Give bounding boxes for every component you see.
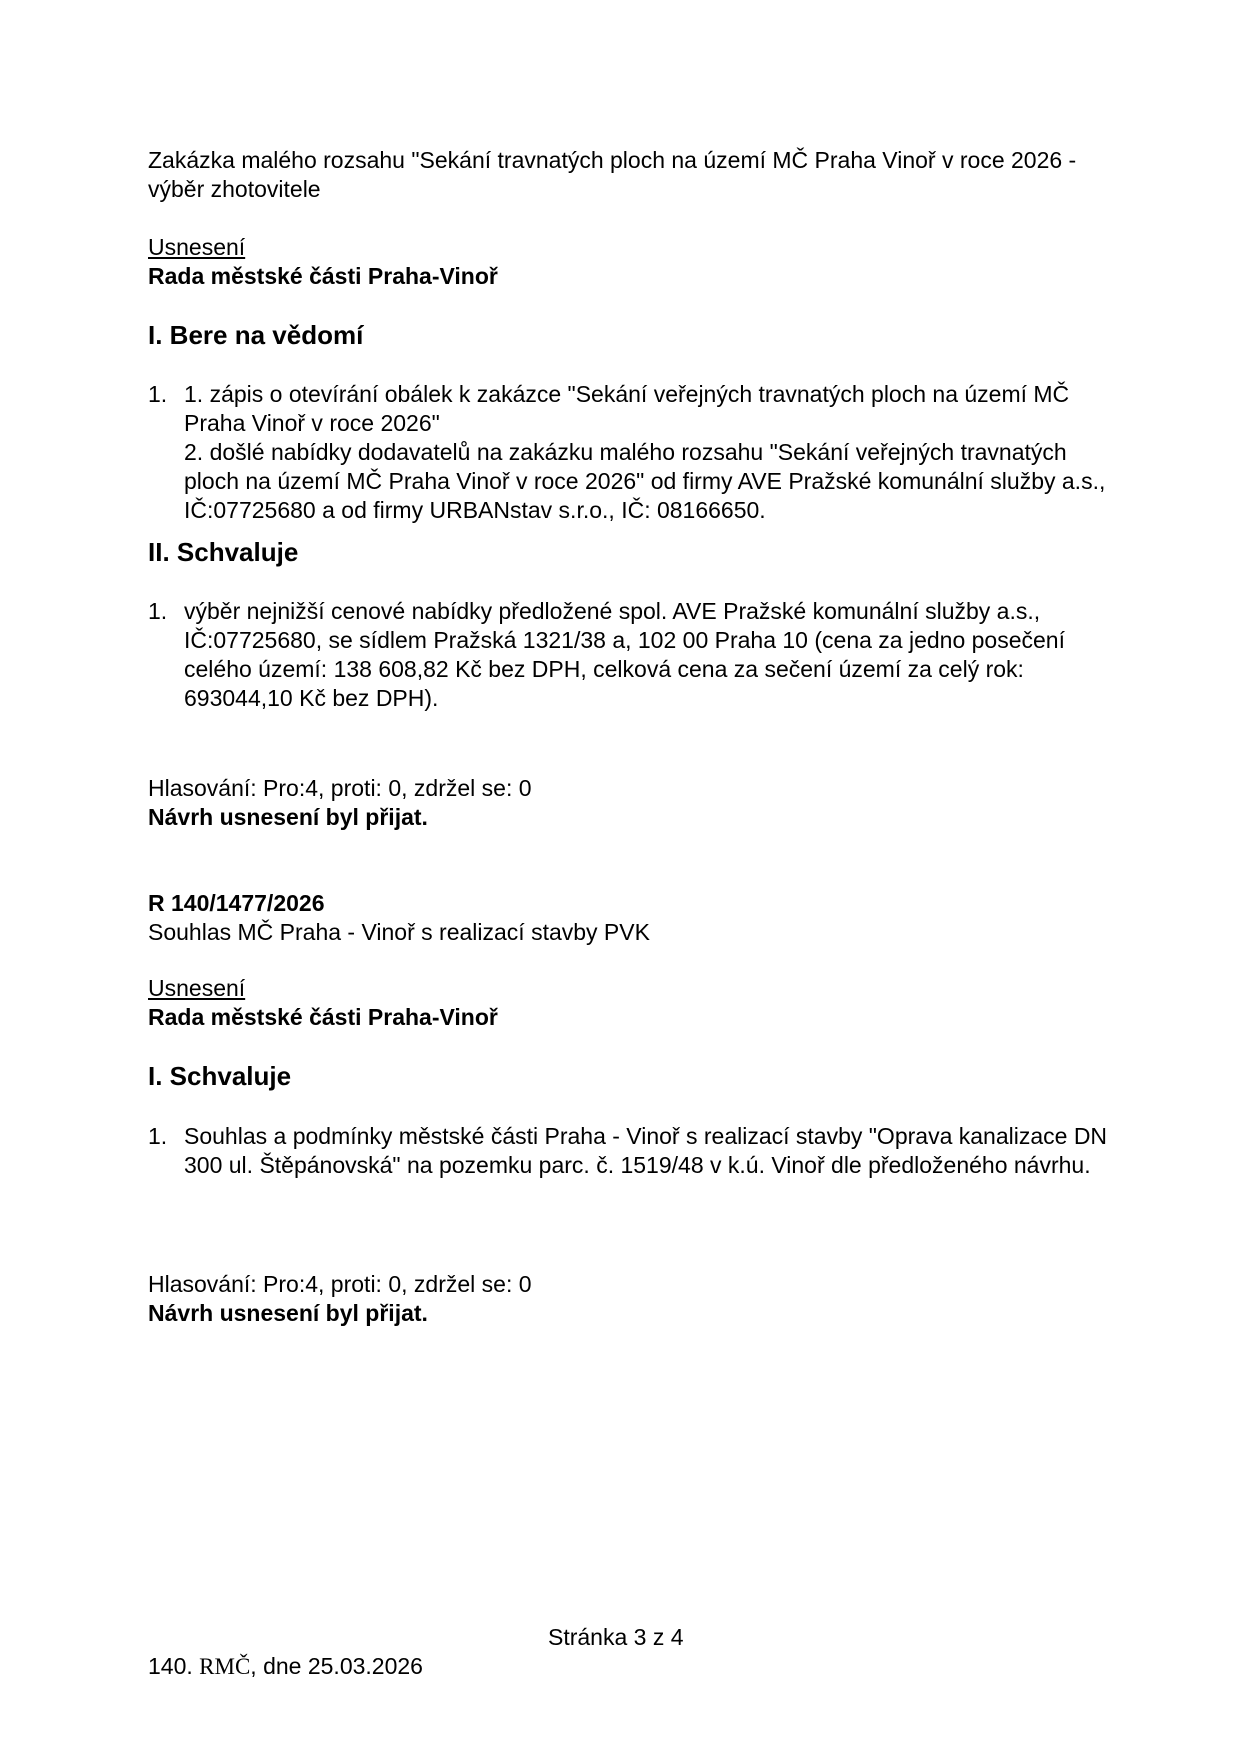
section1-result: Návrh usnesení byl přijat. [148, 804, 428, 830]
list-item-number: 1. [148, 598, 168, 624]
footer-meeting-prefix: 140. [148, 1653, 200, 1679]
section2-list-1 [148, 1122, 1108, 1180]
section1-list-1 [148, 380, 1108, 525]
list-item [148, 380, 1108, 525]
section1-vote: Hlasování: Pro:4, proti: 0, zdržel se: 0 [148, 775, 532, 801]
list-item-text: 2. došlé nabídky dodavatelů na zakázku malého rozsahu "Sekání veřejných travnatých ploch na území MČ Praha Vinoř v roce 2026" od firmy AVE Pražské komunální služby a.s., IČ:07725680 a od firmy URBANstav s.r.o., IČ: 08166650. [184, 439, 1106, 523]
section1-list-2 [148, 597, 1108, 713]
section2-heading-schvaluje: I. Schvaluje [148, 1061, 292, 1091]
list-item-number: 1. [148, 1123, 168, 1149]
section1-title: Zakázka malého rozsahu "Sekání travnatých ploch na území MČ Praha Vinoř v roce 2026 - výběr zhotovitele [148, 147, 1077, 202]
section2-title: Souhlas MČ Praha - Vinoř s realizací stavby PVK [148, 919, 650, 945]
list-item-text: 1. zápis o otevírání obálek k zakázce "Sekání veřejných travnatých ploch na území MČ Praha Vinoř v roce 2026" [184, 381, 1070, 436]
footer-meeting [148, 1652, 423, 1681]
section2-number: R 140/1477/2026 [148, 890, 325, 916]
section2-council: Rada městské části Praha-Vinoř [148, 1004, 498, 1030]
section1-council: Rada městské části Praha-Vinoř [148, 263, 498, 289]
footer-meeting-rmc: RMČ [199, 1654, 251, 1679]
list-item [148, 597, 1108, 713]
list-item [148, 1122, 1108, 1180]
footer-meeting-date: , dne 25.03.2026 [250, 1653, 423, 1679]
section1-heading-schvaluje: II. Schvaluje [148, 537, 299, 567]
list-item-text: Souhlas a podmínky městské části Praha - Vinoř s realizací stavby "Oprava kanalizace DN 300 ul. Štěpánovská" na pozemku parc. č. 1519/48 v k.ú. Vinoř dle předloženého návrhu. [184, 1123, 1108, 1178]
list-item-text: výběr nejnižší cenové nabídky předložené spol. AVE Pražské komunální služby a.s., IČ:07725680, se sídlem Pražská 1321/38 a, 102 00 Praha 10 (cena za jedno posečení celého území: 138 608,82 Kč bez DPH, celková cena za sečení území za celý rok: 693044,10 Kč bez DPH). [184, 598, 1065, 711]
section2-vote: Hlasování: Pro:4, proti: 0, zdržel se: 0 [148, 1271, 532, 1297]
list-item-number: 1. [148, 381, 168, 407]
section2-usneseni-label: Usnesení [148, 975, 246, 1001]
footer-page-number: Stránka 3 z 4 [548, 1624, 684, 1650]
section1-usneseni-label: Usnesení [148, 234, 246, 260]
section2-result: Návrh usnesení byl přijat. [148, 1300, 428, 1326]
section1-heading-bere-na-vedomi: I. Bere na vědomí [148, 320, 364, 350]
